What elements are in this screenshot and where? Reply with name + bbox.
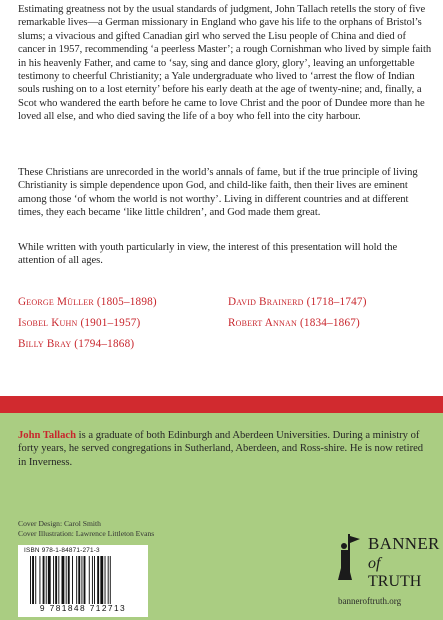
- banner-figure-icon: [338, 534, 362, 582]
- publisher-of: of: [368, 555, 381, 572]
- life-muller: George Müller (1805–1898): [18, 296, 157, 308]
- author-bio: [18, 429, 432, 469]
- isbn-barcode: [18, 545, 148, 617]
- barcode-number: 9 781848 712713: [39, 603, 127, 613]
- life-annan: Robert Annan (1834–1867): [228, 317, 360, 329]
- cover-illustration-credit: Cover Illustration: Lawrence Littleton Evans: [18, 529, 155, 538]
- barcode-bars: [30, 556, 142, 604]
- life-brainerd: David Brainerd (1718–1747): [228, 296, 367, 308]
- description-paragraph-2: These Christians are unrecorded in the world’s annals of fame, but if the true principle of living Christianity is simple dependence upon God, and child-like faith, then their lives are eminent among those ‘of whom the world is not worthy’. Living in different countries and at different times, they each became ‘like little children’, and God made them great.: [18, 167, 418, 219]
- publisher-name-line1: BANNER: [368, 534, 440, 553]
- life-bray: Billy Bray (1794–1868): [18, 338, 135, 350]
- cover-credits: [18, 519, 154, 539]
- author-bio-text: is a graduate of both Edinburgh and Aberdeen Universities. During a ministry of forty years, he served congregations in Sutherland, Aberdeen, and Ross-shire. He is now retired in Inverness.: [18, 430, 424, 468]
- author-name: John Tallach: [18, 430, 77, 441]
- cover-design-credit: Cover Design: Carol Smith: [18, 519, 101, 528]
- publisher-url[interactable]: banneroftruth.org: [338, 596, 402, 606]
- description-paragraph-3: While written with youth particularly in view, the interest of this presentation will hold the attention of all ages.: [18, 242, 398, 267]
- life-kuhn: Isobel Kuhn (1901–1957): [18, 317, 141, 329]
- description-paragraph-1: Estimating greatness not by the usual standards of judgment, John Tallach retells the story of five remarkable lives—a German missionary in England who gave his life to the orphans of Bristol’s slums; a vivacious and gifted Canadian girl who served the Lisu people of China and died of cancer in 1957, recommending ‘a peerless Master’; a rough Cornishman who lived by simple faith in his heavenly Father, and came to ‘say, sing and dance glory, glory’, leaving an unforgettable testimony to cheerful Christianity; a Yale undergraduate who lived to ‘arrest the flow of Indian souls rushing on to a lost eternity’ before his early death at the age of twenty-nine; and, finally, a Scot who wandered the earth before he came to love Christ and the poor of Dundee more than he loved all else, and who died saving the life of a boy who fell into the city harbour.: [18, 4, 432, 123]
- red-band: [0, 396, 443, 413]
- lives-list: [18, 296, 432, 366]
- isbn-label: ISBN 978-1-84871-271-3: [24, 547, 100, 554]
- publisher-truth: TRUTH: [368, 573, 422, 590]
- publisher-logo: [338, 533, 440, 613]
- publisher-name-line2: [368, 555, 433, 591]
